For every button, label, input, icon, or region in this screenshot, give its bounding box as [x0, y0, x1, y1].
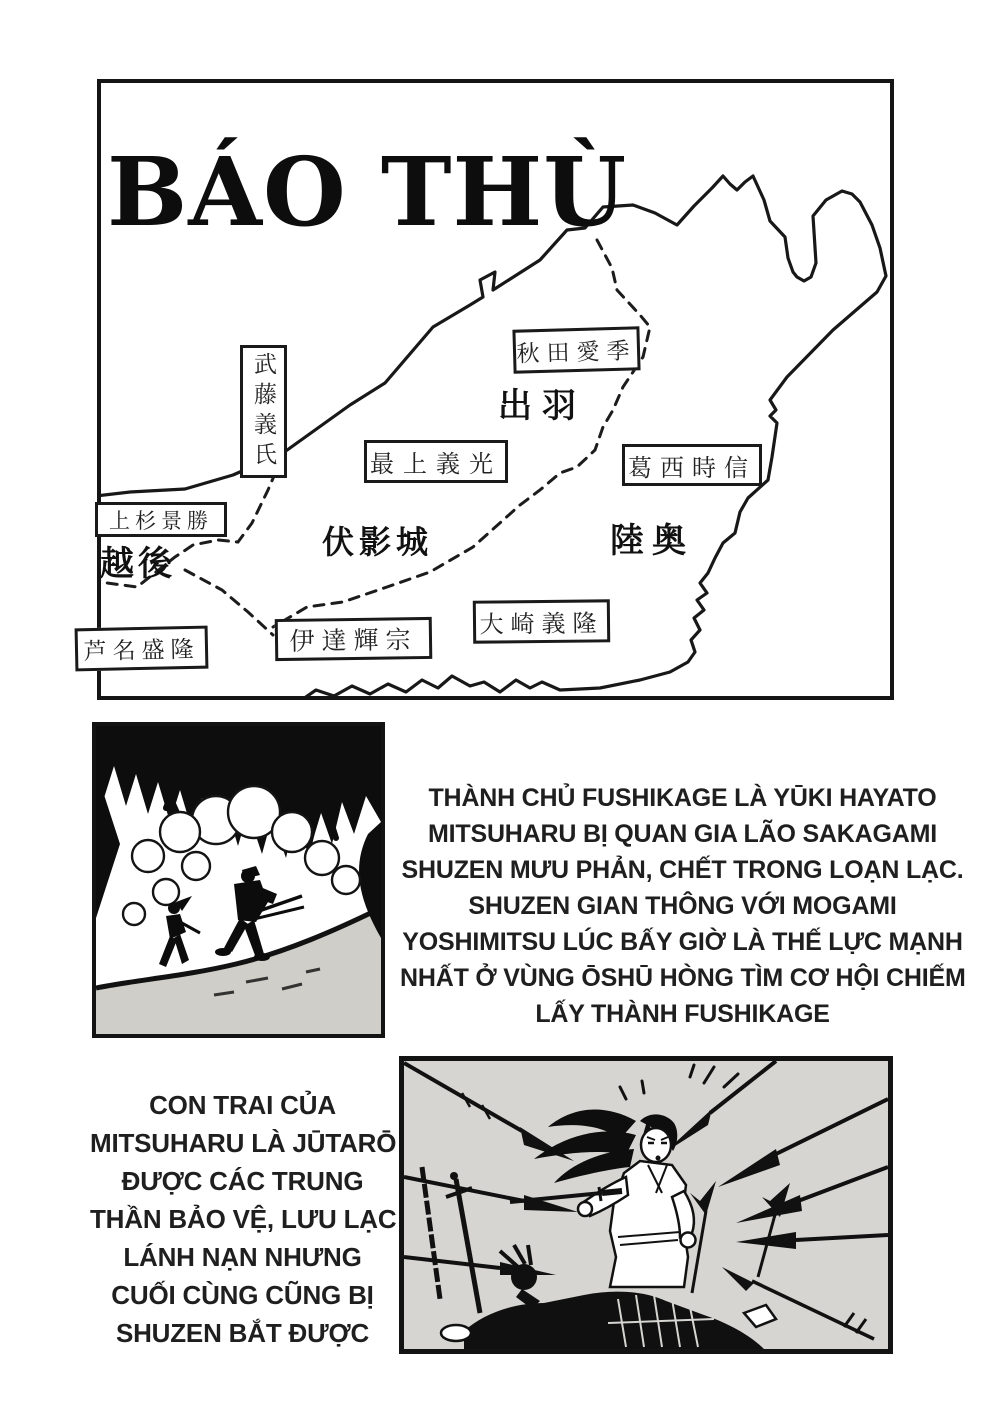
narration-line: LÁNH NẠN NHƯNG [123, 1242, 362, 1272]
clan-box-label: 最上義光 [370, 450, 502, 478]
narration-line: SHUZEN BẮT ĐƯỢC [115, 1318, 370, 1348]
clan-box-label: 大崎義隆 [479, 609, 604, 639]
narration-line: THẦN BẢO VỆ, LƯU LẠC [90, 1204, 397, 1234]
narration-line: YOSHIMITSU LÚC BẤY GIỜ LÀ THẾ LỰC MẠNH [402, 928, 963, 956]
region-label-echigo: 越後 [100, 544, 176, 584]
narration-line: NHẤT Ở VÙNG ŌSHŪ HÒNG TÌM CƠ HỘI CHIẾM [400, 964, 966, 992]
map-panel [83, 79, 894, 700]
clan-box-label: 上杉景勝 [109, 508, 213, 533]
narration-line: THÀNH CHỦ FUSHIKAGE LÀ YŪKI HAYATO [428, 784, 937, 812]
clan-box-ashina-moritaka [75, 626, 209, 672]
narration-line: ĐƯỢC CÁC TRUNG [121, 1166, 364, 1196]
clan-box-label: 伊達輝宗 [289, 625, 418, 656]
clan-box-kasai-tokinobu [622, 444, 762, 486]
clan-box-label: 武藤義氏 [250, 351, 276, 472]
region-label-mutsu: 陸奥 [610, 521, 694, 561]
province-border-dewa-mutsu [273, 240, 650, 627]
forest-escape-drawing [96, 726, 381, 1034]
clan-box-label: 芦名盛隆 [83, 636, 200, 666]
clan-box-mogami-yoshimitsu [364, 440, 508, 483]
narration-line: SHUZEN GIAN THÔNG VỚI MOGAMI [468, 892, 897, 920]
region-label-fushikage-castle: 伏影城 [322, 523, 434, 561]
spear-capture-drawing [404, 1061, 888, 1349]
narration-line: MITSUHARU LÀ JŪTARŌ [90, 1128, 397, 1158]
clan-box-muto-yoshiuji [240, 345, 287, 478]
jutaro-head [641, 1128, 671, 1162]
forest-escape-panel [92, 722, 385, 1038]
narration-top [400, 780, 965, 1032]
spear-capture-panel [399, 1056, 893, 1354]
narration-bottom [90, 1086, 395, 1352]
clan-box-uesugi-kagekatsu [95, 502, 227, 537]
narration-line: SHUZEN MƯU PHẢN, CHẾT TRONG LOẠN LẠC. [401, 856, 964, 884]
page-title: BÁO THÙ [107, 137, 628, 248]
clan-box-akita-chikasue [512, 326, 640, 374]
region-label-dewa: 出羽 [498, 386, 586, 426]
narration-line: CUỐI CÙNG CŨNG BỊ [111, 1280, 374, 1310]
clan-box-date-terumune [275, 617, 433, 661]
narration-line: LẤY THÀNH FUSHIKAGE [535, 1000, 830, 1028]
clan-box-label: 秋田愛季 [516, 337, 637, 368]
clan-box-osaki-yoshitaka [473, 599, 610, 643]
narration-line: MITSUHARU BỊ QUAN GIA LÃO SAKAGAMI [428, 820, 937, 848]
clan-box-label: 葛西時信 [628, 453, 756, 482]
narration-line: CON TRAI CỦA [149, 1090, 336, 1120]
